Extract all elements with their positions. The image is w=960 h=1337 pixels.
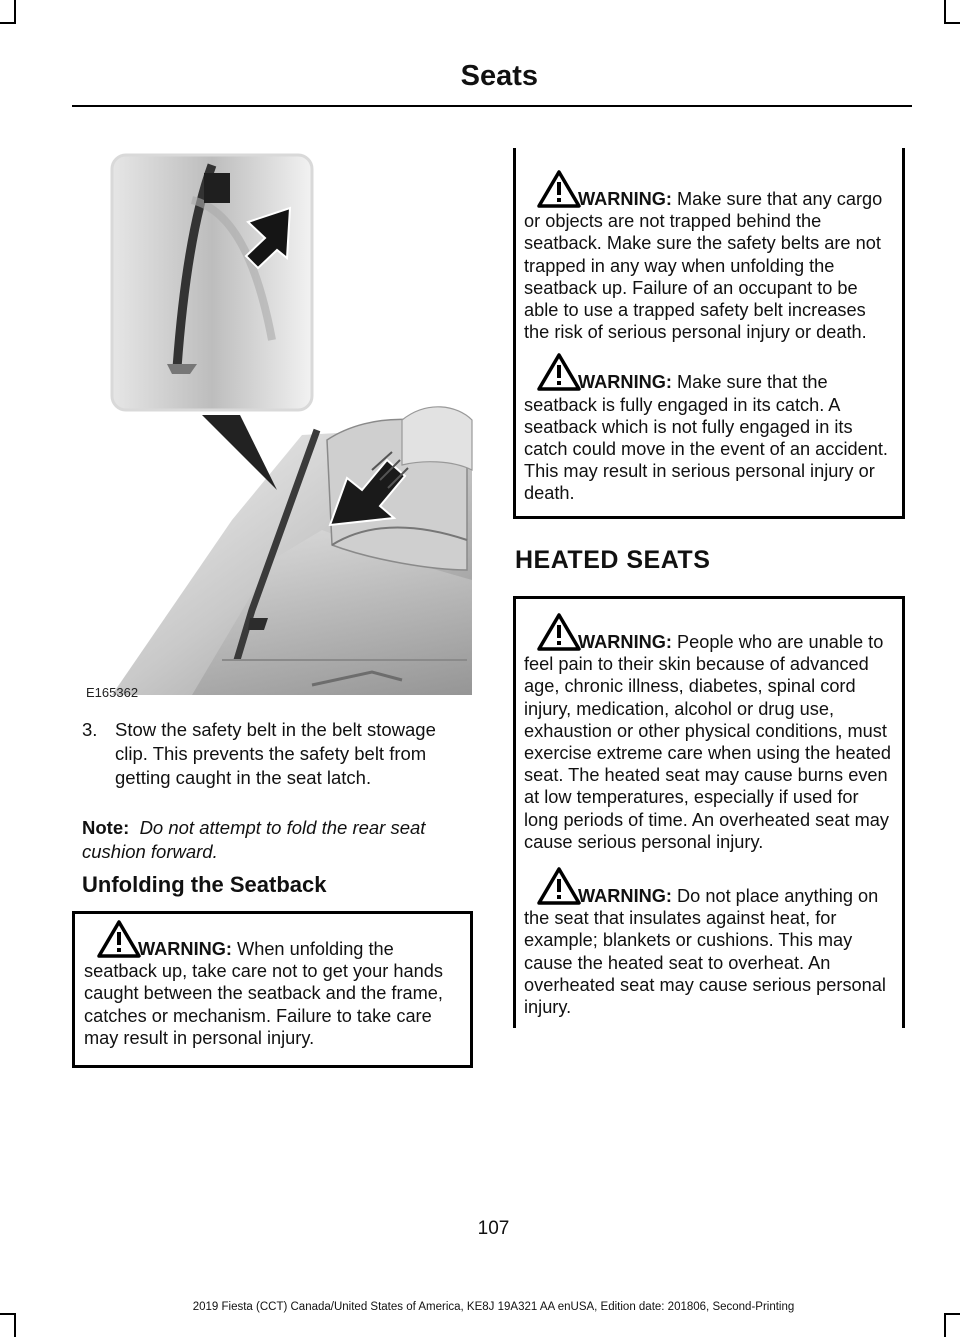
- crop-mark: [0, 1313, 14, 1315]
- crop-mark: [14, 0, 16, 24]
- warning-label: WARNING:: [138, 939, 232, 959]
- warning-heated-insulate: [524, 885, 896, 1018]
- heated-seats-heading: HEATED SEATS: [515, 546, 711, 574]
- warning-label: WARNING:: [578, 886, 672, 907]
- warning-unfolding: [84, 938, 464, 1049]
- note: [82, 816, 474, 864]
- warning-box-unfolding: [72, 911, 473, 1068]
- note-label: Note:: [82, 817, 130, 838]
- warning-label: WARNING:: [578, 372, 672, 393]
- illustration-code: E165362: [86, 685, 139, 700]
- seatbelt-stowage-illustration: [72, 140, 474, 700]
- footer-edition-info: 2019 Fiesta (CCT) Canada/United States of America, KE8J 19A321 AA enUSA, Edition date: 201806, Second-Printing: [192, 1301, 795, 1313]
- header-rule: [72, 105, 912, 107]
- unfolding-heading: Unfolding the Seatback: [82, 872, 327, 897]
- step-3: [82, 718, 472, 790]
- warning-box-heated: [513, 596, 905, 1028]
- page-number: 107: [477, 1218, 510, 1239]
- warning-label: WARNING:: [578, 189, 672, 209]
- crop-mark: [946, 1313, 960, 1315]
- warning-text: People who are unable to feel pain to their skin because of advanced age, chronic illness, diabetes, spinal cord injury, medication, alcohol or drug use, exhaustion or other physical conditions, must exercise extreme care when using the heated seat. The heated seat may cause burns even at low temperatures, especially if used for long periods of time. An overheated seat may cause serious personal injury.: [524, 632, 891, 852]
- warning-triangle-icon: [536, 612, 582, 652]
- step-number: 3.: [82, 719, 98, 740]
- note-text: Do not attempt to fold the rear seat cushion forward.: [82, 817, 426, 862]
- warning-triangle-icon: [536, 169, 582, 209]
- warning-label: WARNING:: [578, 632, 672, 652]
- step-text: Stow the safety belt in the belt stowage clip. This prevents the safety belt from getting caught in the seat latch.: [115, 719, 436, 788]
- crop-mark: [14, 1313, 16, 1337]
- warning-text: Make sure that the seatback is fully engaged in its catch. A seatback which is not fully engaged in its catch could move in the event of an accident. This may result in serious personal injury or death.: [524, 372, 888, 504]
- crop-mark: [946, 22, 960, 24]
- warning-text: Do not place anything on the seat that insulates against heat, for example; blankets or cushions. This may cause the heated seat to overheat. An overheated seat may cause serious personal injury.: [524, 886, 886, 1018]
- warning-triangle-icon: [96, 919, 142, 959]
- warning-box-seatback: [513, 148, 905, 519]
- crop-mark: [944, 0, 946, 24]
- page-header-title: Seats: [460, 60, 538, 92]
- warning-triangle-icon: [536, 352, 582, 392]
- warning-heated-pain: [524, 631, 896, 853]
- warning-triangle-icon: [536, 866, 582, 906]
- warning-catch: [524, 371, 896, 504]
- warning-text: When unfolding the seatback up, take care not to get your hands caught between the seatback and the frame, catches or mechanism. Failure to take care may result in personal injury.: [84, 939, 443, 1048]
- warning-cargo: [524, 188, 896, 343]
- crop-mark: [944, 1313, 946, 1337]
- warning-text: Make sure that any cargo or objects are not trapped behind the seatback. Make sure the safety belts are not trapped in any way when unfolding the seatback up. Failure of an occupant to be able to use a trapped safety belt increases the risk of serious personal injury or death.: [524, 189, 883, 343]
- crop-mark: [0, 22, 14, 24]
